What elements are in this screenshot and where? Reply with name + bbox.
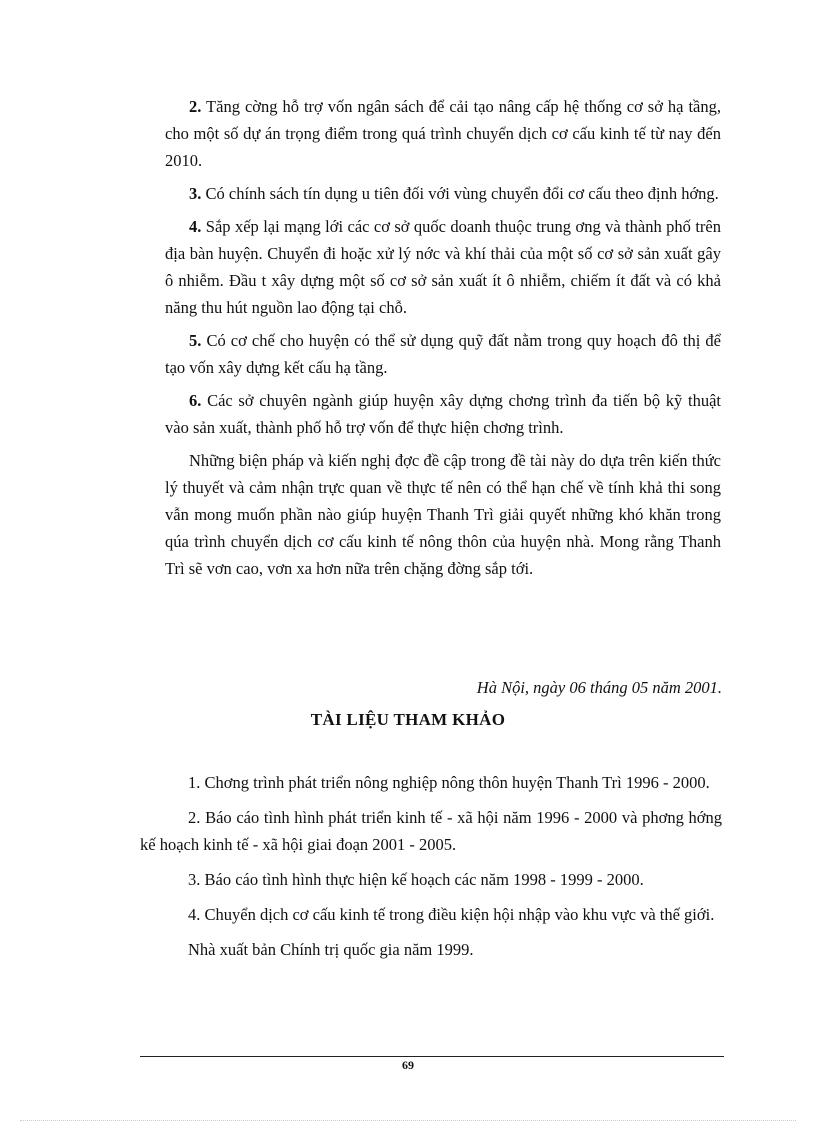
footer-divider [140,1056,724,1057]
item-number: 4. [189,217,202,236]
paragraph-2 [165,93,721,174]
paragraph-text: Các sở chuyên ngành giúp huyện xây dựng chơng trình đa tiến bộ kỹ thuật vào sản xuất, thành phố hỗ trợ vốn để thực hiện chơng trình. [165,391,721,437]
paragraph-4 [165,213,721,321]
page-bottom-dotted-line [20,1120,796,1121]
paragraph-text: Có chính sách tín dụng u tiên đối với vùng chuyển đổi cơ cấu theo định hớng. [201,184,719,203]
reference-item: 1. Chơng trình phát triển nông nghiệp nông thôn huyện Thanh Trì 1996 - 2000. [188,773,710,792]
item-number: 2. [189,97,202,116]
paragraph-3 [165,180,721,207]
body-text [165,93,721,588]
references-heading: TÀI LIỆU THAM KHẢO [310,710,506,729]
paragraph-5 [165,327,721,381]
item-number: 6. [189,391,202,410]
paragraph-text: Những biện pháp và kiến nghị đợc đề cập trong đề tài này do dựa trên kiến thức lý thuyết và cảm nhận trực quan về thực tế nên có thể hạn chế về tính khả thi song vẫn mong muốn phần nào giúp huyện Thanh Trì giải quyết những khó khăn trong qúa trình chuyển dịch cơ cấu kinh tế nông thôn của huyện nhà. Mong rằng Thanh Trì sẽ vơn cao, vơn xa hơn nữa trên chặng đờng sắp tới. [165,451,721,578]
item-number: 3. [189,184,202,203]
reference-item: 2. Báo cáo tình hình phát triển kinh tế - xã hội năm 1996 - 2000 và phơng hớng kế hoạch kinh tế - xã hội giai đoạn 2001 - 2005. [140,808,722,854]
page-number: 69 [402,1058,414,1072]
reference-item: 3. Báo cáo tình hình thực hiện kế hoạch các năm 1998 - 1999 - 2000. [188,870,644,889]
reference-item: 4. Chuyển dịch cơ cấu kinh tế trong điều kiện hội nhập vào khu vực và thế giới. [188,905,715,924]
paragraph-text: Tăng cờng hỗ trợ vốn ngân sách để cải tạo nâng cấp hệ thống cơ sở hạ tầng, cho một số dự án trọng điểm trong quá trình chuyển dịch cơ cấu kinh tế từ nay đến 2010. [165,97,721,170]
publisher-line: Nhà xuất bản Chính trị quốc gia năm 1999. [188,940,474,959]
item-number: 5. [189,331,202,350]
paragraph-text: Sắp xếp lại mạng lới các cơ sở quốc doanh thuộc trung ơng và thành phố trên địa bàn huyện. Chuyển đi hoặc xử lý nớc và khí thải của một số cơ sở sản xuất gây ô nhiễm. Đầu t xây dựng một số cơ sở sản xuất ít ô nhiễm, chiếm ít đất và có khả năng thu hút nguồn lao động tại chỗ. [165,217,721,317]
date-signature: Hà Nội, ngày 06 tháng 05 năm 2001. [476,678,722,697]
paragraph-text: Có cơ chế cho huyện có thể sử dụng quỹ đất nằm trong quy hoạch đô thị để tạo vốn xây dựng kết cấu hạ tầng. [165,331,721,377]
references-list [140,769,722,971]
paragraph-6 [165,387,721,441]
closing-paragraph [165,447,721,582]
